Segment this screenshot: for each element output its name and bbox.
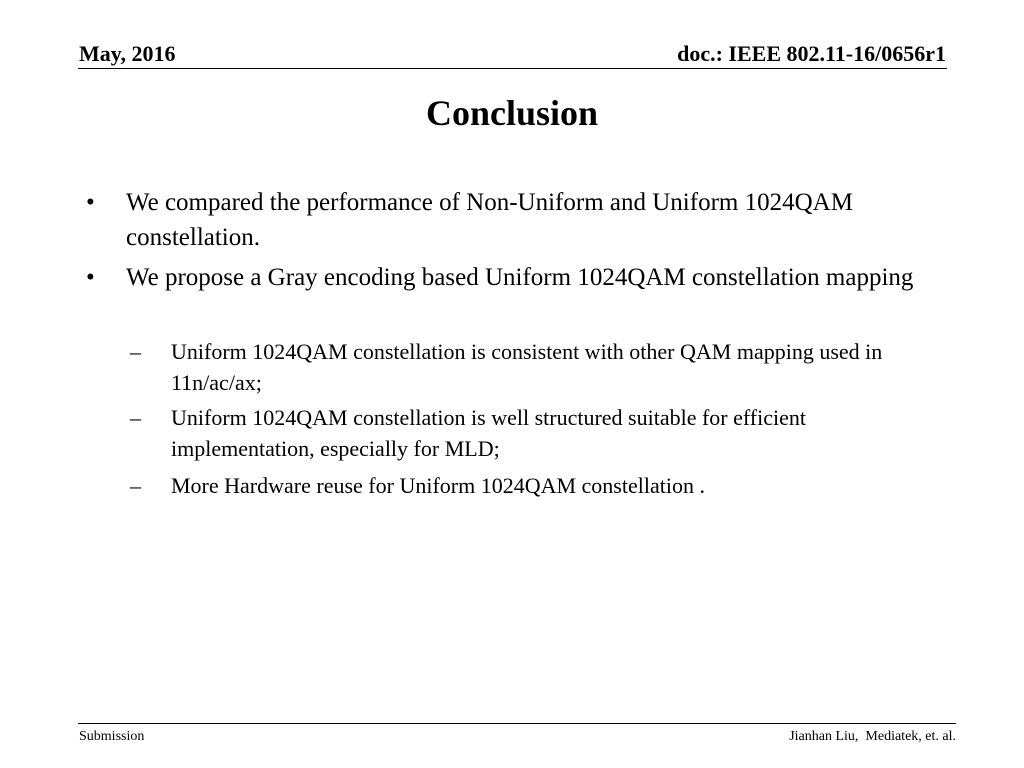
sub-bullet-marker: –: [130, 339, 141, 364]
sub-bullet-item: [130, 470, 936, 501]
header-doc-id: doc.: IEEE 802.11-16/0656r1: [677, 41, 946, 66]
sub-bullet-text: Uniform 1024QAM constellation is consistent with other QAM mapping used in 11n/ac/ax;: [171, 339, 883, 395]
sub-bullet-item: [130, 336, 936, 398]
sub-bullet-text: More Hardware reuse for Uniform 1024QAM constellation .: [171, 473, 705, 498]
header-date: May, 2016: [79, 41, 176, 66]
bullet-item: [86, 185, 936, 255]
footer-author: Jianhan Liu, Mediatek, et. al.: [789, 729, 956, 744]
bullet-item: [86, 260, 936, 295]
sub-bullet-text: Uniform 1024QAM constellation is well structured suitable for efficient implementation, especially for MLD;: [171, 405, 807, 461]
slide-title: Conclusion: [425, 93, 599, 133]
bullet-text: We propose a Gray encoding based Uniform 1024QAM constellation mapping: [126, 264, 914, 291]
footer-divider: [78, 723, 956, 724]
bullet-text: We compared the performance of Non-Uniform and Uniform 1024QAM constellation.: [126, 189, 853, 251]
sub-bullet-item: [130, 402, 936, 464]
bullet-marker: •: [86, 189, 95, 216]
bullet-marker: •: [86, 264, 95, 291]
sub-bullet-marker: –: [130, 405, 141, 430]
sub-bullet-marker: –: [130, 473, 141, 498]
footer-submission: Submission: [79, 729, 145, 744]
